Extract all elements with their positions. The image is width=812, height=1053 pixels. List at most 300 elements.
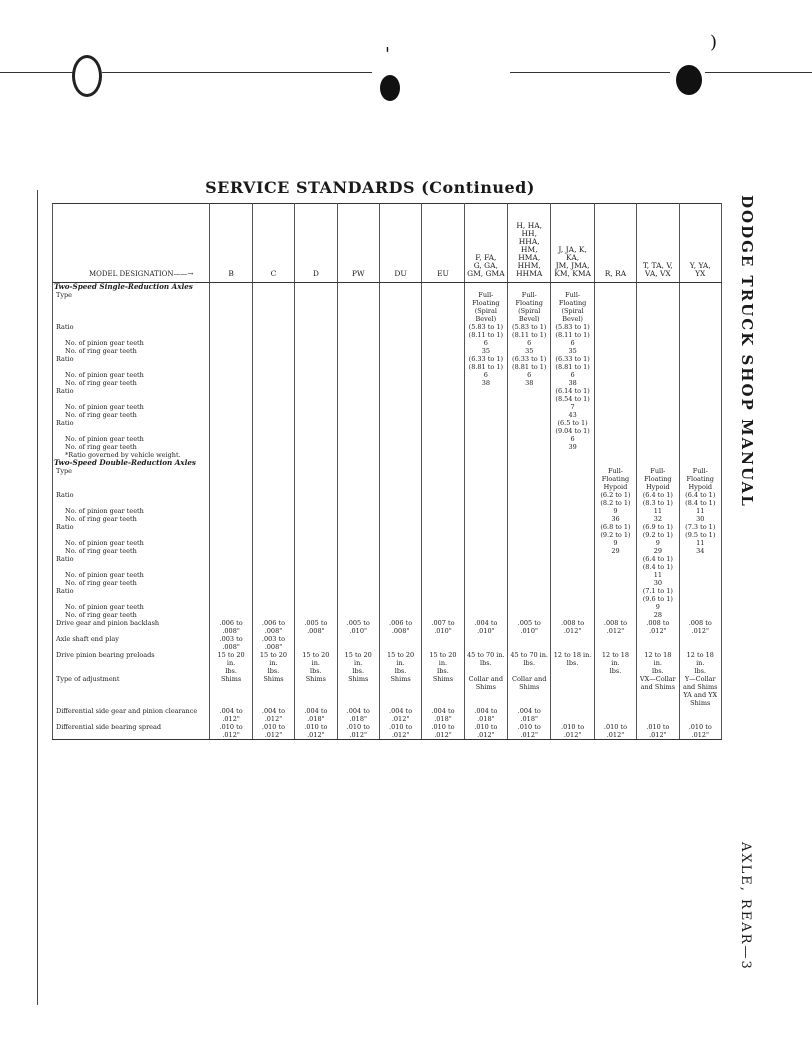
table-cell: 11 xyxy=(637,507,679,515)
table-cell xyxy=(594,451,636,459)
table-cell xyxy=(422,371,464,379)
table-cell: 15 to 20 in. lbs. xyxy=(295,651,337,675)
table-cell xyxy=(337,283,379,292)
table-cell: .010 to .012" xyxy=(594,723,636,740)
table-cell: .005 to .010" xyxy=(337,619,379,635)
table-cell: .010 to .012" xyxy=(422,723,464,740)
row-label: No. of pinion gear teeth xyxy=(53,339,210,347)
table-cell xyxy=(252,547,294,555)
table-cell: .003 to .008" xyxy=(210,635,252,651)
table-cell xyxy=(252,523,294,539)
table-cell: 38 xyxy=(508,379,551,387)
table-cell: 15 to 20 in. lbs. xyxy=(210,651,252,675)
table-cell xyxy=(551,707,594,723)
table-cell: Full- Floating (Spiral Bevel) xyxy=(464,291,507,323)
table-cell xyxy=(594,323,636,339)
model-designation-header xyxy=(53,204,210,283)
table-cell: 6 xyxy=(551,435,594,443)
table-row xyxy=(53,339,722,347)
table-body xyxy=(53,283,722,740)
table-cell xyxy=(508,579,551,587)
table-cell xyxy=(252,355,294,371)
table-cell xyxy=(551,515,594,523)
table-cell xyxy=(508,467,551,491)
table-cell: (6.8 to 1) (9.2 to 1) xyxy=(594,523,636,539)
table-cell xyxy=(679,419,721,435)
table-cell xyxy=(594,291,636,323)
row-label: Ratio xyxy=(53,387,210,403)
table-cell xyxy=(464,523,507,539)
table-cell xyxy=(337,411,379,419)
table-cell xyxy=(551,571,594,579)
table-cell xyxy=(637,371,679,379)
table-cell xyxy=(594,379,636,387)
table-cell: 12 to 18 in. lbs. xyxy=(594,651,636,675)
table-cell: 6 xyxy=(508,371,551,379)
table-cell: 30 xyxy=(679,515,721,523)
punch-tick-middle: ' xyxy=(385,44,390,65)
table-cell xyxy=(295,387,337,403)
table-cell xyxy=(422,547,464,555)
table-cell xyxy=(464,571,507,579)
table-cell xyxy=(637,339,679,347)
table-cell xyxy=(295,291,337,323)
table-cell xyxy=(252,347,294,355)
table-cell xyxy=(422,587,464,603)
table-cell xyxy=(422,283,464,292)
table-cell xyxy=(508,403,551,411)
table-cell xyxy=(422,571,464,579)
table-cell xyxy=(508,491,551,507)
table-cell xyxy=(252,387,294,403)
table-cell xyxy=(679,435,721,443)
table-cell xyxy=(295,347,337,355)
table-cell: (6.4 to 1) (8.4 to 1) xyxy=(637,555,679,571)
model-designation-label: MODEL DESIGNATION——→ xyxy=(89,270,194,278)
table-cell xyxy=(252,339,294,347)
table-cell xyxy=(594,571,636,579)
table-cell xyxy=(551,507,594,515)
table-cell xyxy=(594,355,636,371)
table-cell xyxy=(422,523,464,539)
table-cell xyxy=(379,587,421,603)
table-cell xyxy=(295,411,337,419)
table-cell xyxy=(679,443,721,451)
table-cell: .010 to .012" xyxy=(679,723,721,740)
table-cell xyxy=(295,515,337,523)
table-cell xyxy=(252,539,294,547)
table-cell xyxy=(637,403,679,411)
table-cell xyxy=(422,611,464,619)
table-cell xyxy=(379,451,421,459)
table-cell xyxy=(464,387,507,403)
table-cell xyxy=(594,371,636,379)
table-cell xyxy=(337,355,379,371)
table-row xyxy=(53,707,722,723)
row-label: Two-Speed Double-Reduction Axles xyxy=(53,459,210,467)
table-cell xyxy=(637,283,679,292)
table-cell xyxy=(422,443,464,451)
table-cell: 15 to 20 in. lbs. xyxy=(379,651,421,675)
table-cell xyxy=(551,579,594,587)
table-cell: .010 to .012" xyxy=(508,723,551,740)
table-cell xyxy=(637,347,679,355)
table-cell xyxy=(337,403,379,411)
table-cell xyxy=(551,491,594,507)
table-cell xyxy=(252,611,294,619)
table-cell: .008 to .012" xyxy=(637,619,679,635)
table-cell xyxy=(252,443,294,451)
table-cell xyxy=(210,515,252,523)
table-cell xyxy=(295,547,337,555)
table-cell xyxy=(379,403,421,411)
table-cell xyxy=(210,387,252,403)
table-row xyxy=(53,515,722,523)
table-cell: (6.4 to 1) (8.4 to 1) xyxy=(679,491,721,507)
table-cell: Shims xyxy=(295,675,337,707)
table-cell: 9 xyxy=(594,507,636,515)
table-cell: 39 xyxy=(551,443,594,451)
column-header-label: J, JA, K, KA, JM, JMA, KM, KMA xyxy=(554,245,591,278)
table-cell xyxy=(508,571,551,579)
table-cell xyxy=(679,291,721,323)
table-cell xyxy=(379,355,421,371)
table-cell xyxy=(594,707,636,723)
table-cell xyxy=(508,459,551,467)
table-cell xyxy=(679,603,721,611)
table-cell xyxy=(210,547,252,555)
table-cell xyxy=(551,555,594,571)
table-cell xyxy=(464,555,507,571)
table-row xyxy=(53,459,722,467)
column-header-label: C xyxy=(270,269,277,278)
table-row xyxy=(53,675,722,707)
column-header xyxy=(252,204,294,283)
table-row xyxy=(53,723,722,740)
table-cell xyxy=(594,403,636,411)
column-header xyxy=(508,204,551,283)
table-cell: 9 xyxy=(637,603,679,611)
table-row xyxy=(53,403,722,411)
punch-rule-far-right xyxy=(705,72,812,73)
table-cell xyxy=(252,467,294,491)
service-standards-table xyxy=(52,203,722,740)
table-cell xyxy=(422,507,464,515)
table-cell: 7 xyxy=(551,403,594,411)
table-cell xyxy=(252,283,294,292)
table-cell xyxy=(210,403,252,411)
table-cell xyxy=(295,283,337,292)
table-cell xyxy=(679,403,721,411)
table-cell xyxy=(252,403,294,411)
table-row xyxy=(53,371,722,379)
table-cell xyxy=(508,539,551,547)
table-cell xyxy=(337,419,379,435)
table-cell xyxy=(594,579,636,587)
table-cell: 43 xyxy=(551,411,594,419)
table-cell xyxy=(210,347,252,355)
table-cell: 11 xyxy=(679,507,721,515)
punch-tick-right: ) xyxy=(710,32,718,53)
table-cell xyxy=(508,555,551,571)
table-cell xyxy=(210,435,252,443)
table-cell xyxy=(210,451,252,459)
row-label: No. of ring gear teeth xyxy=(53,611,210,619)
row-label: No. of ring gear teeth xyxy=(53,579,210,587)
table-cell xyxy=(379,379,421,387)
table-cell xyxy=(679,555,721,571)
table-row xyxy=(53,323,722,339)
table-cell xyxy=(337,443,379,451)
table-cell: 30 xyxy=(637,579,679,587)
table-cell: .007 to .010" xyxy=(422,619,464,635)
row-label: Ratio xyxy=(53,323,210,339)
table-cell: 6 xyxy=(551,339,594,347)
table-cell xyxy=(594,603,636,611)
table-cell xyxy=(210,467,252,491)
table-cell xyxy=(252,291,294,323)
table-cell xyxy=(379,411,421,419)
table-cell: (5.83 to 1) (8.11 to 1) xyxy=(464,323,507,339)
table-row xyxy=(53,651,722,675)
row-label: No. of ring gear teeth xyxy=(53,443,210,451)
table-cell xyxy=(295,539,337,547)
table-cell: 29 xyxy=(637,547,679,555)
table-cell xyxy=(508,443,551,451)
column-header xyxy=(464,204,507,283)
row-label: Axle shaft end play xyxy=(53,635,210,651)
row-label: No. of pinion gear teeth xyxy=(53,403,210,411)
row-label: No. of pinion gear teeth xyxy=(53,603,210,611)
table-cell xyxy=(422,555,464,571)
table-cell: 36 xyxy=(594,515,636,523)
table-cell xyxy=(594,443,636,451)
header-row xyxy=(53,204,722,283)
table-cell: 45 to 70 in. lbs. xyxy=(508,651,551,675)
table-cell: 12 to 18 in. lbs. xyxy=(679,651,721,675)
table-cell xyxy=(379,443,421,451)
table-cell: Collar and Shims xyxy=(464,675,507,707)
table-cell xyxy=(637,635,679,651)
table-cell: .010 to .012" xyxy=(337,723,379,740)
table-cell xyxy=(464,587,507,603)
table-cell xyxy=(379,515,421,523)
table-cell: 45 to 70 in. lbs. xyxy=(464,651,507,675)
table-cell xyxy=(637,419,679,435)
table-cell: .003 to .008" xyxy=(252,635,294,651)
column-header-label: T, TA, V, VA, VX xyxy=(642,261,673,278)
table-cell xyxy=(252,603,294,611)
table-cell: .006 to .008" xyxy=(379,619,421,635)
table-cell: .010 to .012" xyxy=(637,723,679,740)
table-cell xyxy=(252,451,294,459)
row-label: Ratio xyxy=(53,523,210,539)
table-cell xyxy=(252,435,294,443)
table-cell xyxy=(422,635,464,651)
table-cell: VX—Collar and Shims xyxy=(637,675,679,707)
table-cell xyxy=(551,547,594,555)
table-row xyxy=(53,435,722,443)
table-cell: 11 xyxy=(637,571,679,579)
table-cell xyxy=(295,403,337,411)
row-label: No. of ring gear teeth xyxy=(53,379,210,387)
table-cell xyxy=(679,323,721,339)
table-cell xyxy=(210,459,252,467)
table-row xyxy=(53,635,722,651)
table-cell: (6.4 to 1) (8.3 to 1) xyxy=(637,491,679,507)
table-cell xyxy=(679,451,721,459)
punch-rule-left xyxy=(0,72,80,73)
table-row xyxy=(53,419,722,435)
table-cell xyxy=(295,355,337,371)
column-header xyxy=(379,204,421,283)
table-cell xyxy=(551,283,594,292)
table-cell xyxy=(337,387,379,403)
row-label: Type xyxy=(53,467,210,491)
table-cell: 6 xyxy=(464,339,507,347)
table-cell xyxy=(295,339,337,347)
table-cell xyxy=(337,611,379,619)
table-cell xyxy=(464,491,507,507)
table-cell: .004 to .012" xyxy=(210,707,252,723)
table-cell xyxy=(594,419,636,435)
table-cell xyxy=(464,419,507,435)
row-label: No. of pinion gear teeth xyxy=(53,571,210,579)
table-cell xyxy=(508,587,551,603)
table-cell xyxy=(637,379,679,387)
table-cell xyxy=(252,491,294,507)
table-cell: .005 to .008" xyxy=(295,619,337,635)
table-cell xyxy=(422,491,464,507)
table-cell xyxy=(337,339,379,347)
table-cell xyxy=(551,611,594,619)
table-cell: (6.33 to 1) (8.81 to 1) xyxy=(551,355,594,371)
table-cell: 12 to 18 in. lbs. xyxy=(551,651,594,675)
table-row xyxy=(53,291,722,323)
table-row xyxy=(53,283,722,292)
table-row xyxy=(53,555,722,571)
table-cell xyxy=(379,571,421,579)
page-title: SERVICE STANDARDS (Continued) xyxy=(205,178,535,197)
table-cell xyxy=(379,635,421,651)
table-cell xyxy=(337,323,379,339)
table-cell xyxy=(295,323,337,339)
table-cell xyxy=(337,379,379,387)
table-row xyxy=(53,443,722,451)
table-cell xyxy=(422,467,464,491)
column-header xyxy=(637,204,679,283)
table-cell xyxy=(379,419,421,435)
table-cell xyxy=(551,635,594,651)
table-row xyxy=(53,507,722,515)
table-cell xyxy=(508,387,551,403)
row-label: No. of pinion gear teeth xyxy=(53,435,210,443)
table-cell xyxy=(337,515,379,523)
table-cell: Shims xyxy=(379,675,421,707)
table-row xyxy=(53,379,722,387)
table-cell xyxy=(379,371,421,379)
table-cell xyxy=(295,443,337,451)
table-cell: .004 to .012" xyxy=(379,707,421,723)
table-cell xyxy=(295,467,337,491)
table-cell xyxy=(210,379,252,387)
table-cell xyxy=(379,459,421,467)
punch-rule-middle xyxy=(102,72,372,73)
table-cell xyxy=(337,635,379,651)
table-cell xyxy=(422,323,464,339)
table-cell xyxy=(594,587,636,603)
punch-rule-right xyxy=(510,72,670,73)
table-cell xyxy=(379,339,421,347)
table-cell xyxy=(252,379,294,387)
row-label: Ratio xyxy=(53,555,210,571)
table-cell xyxy=(464,403,507,411)
table-cell xyxy=(337,467,379,491)
table-cell xyxy=(252,411,294,419)
table-cell xyxy=(679,579,721,587)
table-cell xyxy=(637,707,679,723)
table-cell xyxy=(210,579,252,587)
table-cell: Full- Floating Hypoid xyxy=(679,467,721,491)
table-cell xyxy=(551,467,594,491)
row-label: Drive pinion bearing preloads xyxy=(53,651,210,675)
table-cell xyxy=(551,459,594,467)
table-row xyxy=(53,619,722,635)
table-cell xyxy=(464,579,507,587)
column-header-label: D xyxy=(312,269,319,278)
table-cell xyxy=(295,435,337,443)
table-cell xyxy=(464,539,507,547)
table-cell xyxy=(551,587,594,603)
table-cell: 29 xyxy=(594,547,636,555)
table-cell: 6 xyxy=(508,339,551,347)
table-cell xyxy=(422,339,464,347)
table-cell xyxy=(508,507,551,515)
table-cell xyxy=(508,435,551,443)
table-cell xyxy=(679,611,721,619)
table-cell xyxy=(379,547,421,555)
table-cell xyxy=(679,347,721,355)
table-cell xyxy=(252,579,294,587)
table-row xyxy=(53,411,722,419)
table-cell xyxy=(508,635,551,651)
table-cell: Full- Floating (Spiral Bevel) xyxy=(551,291,594,323)
table-cell xyxy=(379,507,421,515)
table-row xyxy=(53,347,722,355)
table-cell: 15 to 20 in. lbs. xyxy=(422,651,464,675)
table-cell xyxy=(210,603,252,611)
table-cell: (6.9 to 1) (9.2 to 1) xyxy=(637,523,679,539)
table-cell xyxy=(679,587,721,603)
table-cell xyxy=(210,491,252,507)
table-cell: 9 xyxy=(637,539,679,547)
table-cell: .010 to .012" xyxy=(252,723,294,740)
table-row xyxy=(53,579,722,587)
table-cell xyxy=(379,539,421,547)
table-cell xyxy=(422,403,464,411)
table-cell xyxy=(295,371,337,379)
table-cell xyxy=(422,579,464,587)
row-label: No. of ring gear teeth xyxy=(53,411,210,419)
table-cell: .010 to .012" xyxy=(295,723,337,740)
table-cell xyxy=(337,347,379,355)
table-cell xyxy=(422,411,464,419)
row-label: Two-Speed Single-Reduction Axles xyxy=(53,283,210,292)
table-cell: .010 to .012" xyxy=(210,723,252,740)
table-cell xyxy=(637,291,679,323)
table-cell xyxy=(679,355,721,371)
table-row xyxy=(53,587,722,603)
